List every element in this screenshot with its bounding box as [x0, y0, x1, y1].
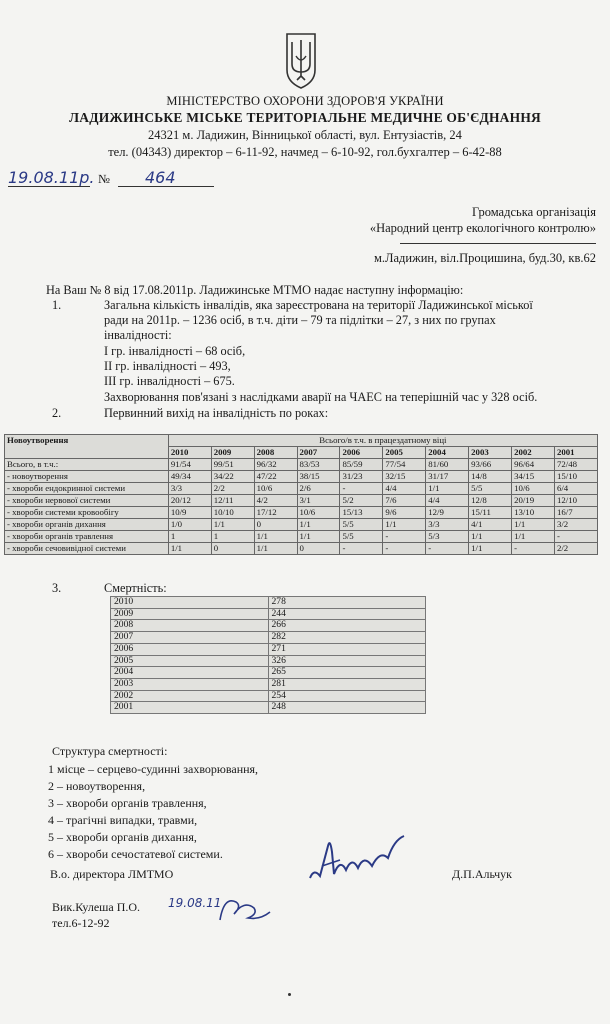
- table-cell: 83/53: [297, 459, 340, 471]
- table-cell: 5/2: [340, 495, 383, 507]
- table-cell: 7/6: [383, 495, 426, 507]
- mortality-year: 2009: [111, 608, 269, 620]
- mortality-year: 2002: [111, 690, 269, 702]
- mortality-year: 2010: [111, 597, 269, 609]
- table-cell: -: [383, 543, 426, 555]
- org-phones: тел. (04343) директор – 6-11-92, начмед – 6-10-92, гол.бухгалтер – 6-42-88: [108, 145, 502, 159]
- table-cell: 1/1: [297, 531, 340, 543]
- mortality-year: 2003: [111, 678, 269, 690]
- table-cell: 31/17: [426, 471, 469, 483]
- mortality-year: 2007: [111, 632, 269, 644]
- mortality-row: [111, 620, 426, 632]
- table-cell: 38/15: [297, 471, 340, 483]
- table-cell: 96/64: [512, 459, 555, 471]
- mortality-table: [110, 596, 426, 714]
- structure-item: 3 – хвороби органів травлення,: [48, 796, 207, 810]
- table-cell: 4/2: [254, 495, 297, 507]
- table-cell: 1/1: [512, 519, 555, 531]
- signature-role: В.о. директора ЛМТМО: [50, 867, 174, 881]
- table-cell: 10/6: [254, 483, 297, 495]
- mortality-row: [111, 597, 426, 609]
- mortality-row: [111, 678, 426, 690]
- table-cell: 4/4: [426, 495, 469, 507]
- table-cell: 5/5: [469, 483, 512, 495]
- table-cell: 5/5: [340, 519, 383, 531]
- table-cell: 1/1: [254, 543, 297, 555]
- table-cell: 20/12: [168, 495, 211, 507]
- outgoing-number: 464: [145, 168, 176, 187]
- table-cell: 85/59: [340, 459, 383, 471]
- table-cell: -: [340, 483, 383, 495]
- table-cell: 15/11: [469, 507, 512, 519]
- year-header: 2007: [297, 447, 340, 459]
- item-3-title: Смертність:: [104, 581, 167, 595]
- row-label: Всього, в т.ч.:: [5, 459, 169, 471]
- item-2-title: Первинний вихід на інвалідність по роках:: [104, 406, 329, 420]
- year-header: 2005: [383, 447, 426, 459]
- table-cell: 1/1: [469, 543, 512, 555]
- mortality-row: [111, 632, 426, 644]
- structure-item: 1 місце – серцево-судинні захворювання,: [48, 762, 259, 776]
- row-label: - хвороби органів дихання: [5, 519, 169, 531]
- table-cell: 9/6: [383, 507, 426, 519]
- table-cell: 2/2: [211, 483, 254, 495]
- structure-item: 5 – хвороби органів дихання,: [48, 830, 197, 844]
- table-cell: 17/12: [254, 507, 297, 519]
- year-header: 2003: [469, 447, 512, 459]
- outgoing-date-value: 19.08.11р.: [8, 168, 95, 187]
- structure-item: 4 – трагічні випадки, травми,: [48, 813, 198, 827]
- table-cell: 3/3: [426, 519, 469, 531]
- table-cell: -: [383, 531, 426, 543]
- outgoing-date: [8, 168, 95, 188]
- table-cell: 2/2: [554, 543, 597, 555]
- mortality-value: 278: [268, 597, 426, 609]
- table-cell: 0: [297, 543, 340, 555]
- mortality-value: 281: [268, 678, 426, 690]
- mortality-row: [111, 702, 426, 714]
- organization-name: ЛАДИЖИНСЬКЕ МІСЬКЕ ТЕРИТОРІАЛЬНЕ МЕДИЧНЕ ОБ'ЄДНАННЯ: [69, 110, 541, 125]
- table-cell: 0: [211, 543, 254, 555]
- table-cell: 1/1: [254, 531, 297, 543]
- disability-table: [4, 434, 598, 555]
- table-cell: -: [554, 531, 597, 543]
- table-cell: 3/3: [168, 483, 211, 495]
- table-row: [5, 531, 598, 543]
- chernobyl-note: Захворювання пов'язані з наслідками аварії на ЧАЕС на теперішній час у 328 осіб.: [104, 390, 538, 404]
- table-cell: 10/10: [211, 507, 254, 519]
- table-header-row: [5, 435, 598, 447]
- row-label: - хвороби нервової системи: [5, 495, 169, 507]
- item-2-number: 2.: [52, 406, 62, 420]
- mortality-value: 266: [268, 620, 426, 632]
- executor-phone: тел.6-12-92: [52, 916, 110, 930]
- year-header: 2009: [211, 447, 254, 459]
- row-label: - хвороби органів травлення: [5, 531, 169, 543]
- recipient-line-3: м.Ладижин, віл.Процишина, буд.30, кв.62: [373, 251, 596, 265]
- executor-name: Вик.Кулеша П.О.: [52, 900, 141, 914]
- table-cell: 14/8: [469, 471, 512, 483]
- item-1-line-3: інвалідності:: [104, 328, 172, 342]
- table-cell: 1/0: [168, 519, 211, 531]
- row-label: - новоутворення: [5, 471, 169, 483]
- table-cell: 72/48: [554, 459, 597, 471]
- table-cell: 12/8: [469, 495, 512, 507]
- table-cell: 1/1: [168, 543, 211, 555]
- row-label: - хвороби ендокринної системи: [5, 483, 169, 495]
- table-row: [5, 471, 598, 483]
- mortality-year: 2005: [111, 655, 269, 667]
- year-header: 2010: [168, 447, 211, 459]
- table-row: [5, 495, 598, 507]
- table-cell: 32/15: [383, 471, 426, 483]
- year-header: 2004: [426, 447, 469, 459]
- item-3-number: 3.: [52, 581, 62, 595]
- table-cell: 49/34: [168, 471, 211, 483]
- table-cell: 47/22: [254, 471, 297, 483]
- recipient-underline: [400, 243, 596, 244]
- year-header: 2002: [512, 447, 555, 459]
- mortality-row: [111, 667, 426, 679]
- table-cell: 20/19: [512, 495, 555, 507]
- table-cell: 1/1: [512, 531, 555, 543]
- table-row: [5, 519, 598, 531]
- number-label: №: [98, 172, 110, 186]
- group-1-count: І гр. інвалідності – 68 осіб,: [104, 344, 246, 358]
- table-cell: 16/7: [554, 507, 597, 519]
- table-cell: 6/4: [554, 483, 597, 495]
- table-cell: -: [340, 543, 383, 555]
- table-cell: -: [512, 543, 555, 555]
- table-row: [5, 483, 598, 495]
- table-cell: 15/10: [554, 471, 597, 483]
- table-row: [5, 507, 598, 519]
- structure-item: 6 – хвороби сечостатевої системи.: [48, 847, 223, 861]
- table-cell: 12/10: [554, 495, 597, 507]
- table-cell: 1: [211, 531, 254, 543]
- executor-date-mark: 19.08.11: [168, 896, 222, 910]
- table-cell: 13/10: [512, 507, 555, 519]
- table-cell: 99/51: [211, 459, 254, 471]
- table-cell: 1/1: [383, 519, 426, 531]
- item-1-line-1: Загальна кількість інвалідів, яка зареєстрована на території Ладижинської міської: [104, 298, 533, 312]
- row-label: - хвороби системи кровообігу: [5, 507, 169, 519]
- table-cell: 10/6: [512, 483, 555, 495]
- mortality-value: 265: [268, 667, 426, 679]
- table-cell: 15/13: [340, 507, 383, 519]
- item-1-line-2: ради на 2011р. – 1236 осіб, в т.ч. діти – 79 та підлітки – 27, з них по групах: [104, 313, 496, 327]
- table-cell: 1/1: [426, 483, 469, 495]
- table-cell: 12/11: [211, 495, 254, 507]
- trident-emblem-icon: [283, 30, 319, 90]
- group-3-count: ІІІ гр. інвалідності – 675.: [104, 374, 235, 388]
- item-1-number: 1.: [52, 298, 62, 312]
- recipient-line-1: Громадська організація: [472, 205, 596, 219]
- table-cell: 1/1: [469, 531, 512, 543]
- mortality-row: [111, 643, 426, 655]
- group-2-count: ІІ гр. інвалідності – 493,: [104, 359, 231, 373]
- table-cell: 96/32: [254, 459, 297, 471]
- director-signature: [300, 828, 420, 890]
- table-cell: 2/6: [297, 483, 340, 495]
- table-group-header: Всього/в т.ч. в працездатному віці: [168, 435, 597, 447]
- table-cell: 5/5: [340, 531, 383, 543]
- table-cell: 34/15: [512, 471, 555, 483]
- mortality-value: 271: [268, 643, 426, 655]
- table-cell: 10/6: [297, 507, 340, 519]
- table-cell: 31/23: [340, 471, 383, 483]
- table-cell: 1/1: [297, 519, 340, 531]
- org-address: 24321 м. Ладижин, Вінницької області, вул. Ентузіастів, 24: [148, 128, 462, 142]
- mortality-year: 2006: [111, 643, 269, 655]
- table-cell: -: [426, 543, 469, 555]
- table-cell: 10/9: [168, 507, 211, 519]
- recipient-line-2: «Народний центр екологічного контролю»: [369, 221, 596, 235]
- page-dot: [288, 993, 291, 996]
- year-header: 2006: [340, 447, 383, 459]
- row-label: - хвороби сечовивідної системи: [5, 543, 169, 555]
- table-row: [5, 459, 598, 471]
- table-cell: 34/22: [211, 471, 254, 483]
- mortality-year: 2001: [111, 702, 269, 714]
- table-cell: 81/60: [426, 459, 469, 471]
- mortality-year: 2008: [111, 620, 269, 632]
- mortality-year: 2004: [111, 667, 269, 679]
- table-cell: 3/1: [297, 495, 340, 507]
- mortality-row: [111, 690, 426, 702]
- table-cell: 3/2: [554, 519, 597, 531]
- structure-item: 2 – новоутворення,: [48, 779, 146, 793]
- table-cell: 4/4: [383, 483, 426, 495]
- intro-text: На Ваш № 8 від 17.08.2011р. Ладижинське МТМО надає наступну інформацію:: [46, 283, 464, 297]
- mortality-value: 248: [268, 702, 426, 714]
- year-header: 2001: [554, 447, 597, 459]
- date-underline: [8, 186, 90, 187]
- signature-name: Д.П.Альчук: [452, 867, 512, 881]
- number-underline: [118, 186, 214, 187]
- mortality-value: 282: [268, 632, 426, 644]
- table-cell: 1: [168, 531, 211, 543]
- mortality-row: [111, 655, 426, 667]
- table-cell: 77/54: [383, 459, 426, 471]
- table-cell: 4/1: [469, 519, 512, 531]
- structure-list: [48, 761, 258, 863]
- table-cell: 93/66: [469, 459, 512, 471]
- mortality-value: 254: [268, 690, 426, 702]
- mortality-value: 244: [268, 608, 426, 620]
- table-cell: 5/3: [426, 531, 469, 543]
- table-cell: 1/1: [211, 519, 254, 531]
- table-corner-header: Новоутворення: [5, 435, 169, 459]
- table-row: [5, 543, 598, 555]
- ministry-name: МІНІСТЕРСТВО ОХОРОНИ ЗДОРОВ'Я УКРАЇНИ: [166, 94, 444, 108]
- table-cell: 0: [254, 519, 297, 531]
- structure-title: Структура смертності:: [52, 744, 168, 758]
- table-cell: 12/9: [426, 507, 469, 519]
- year-header: 2008: [254, 447, 297, 459]
- table-cell: 91/54: [168, 459, 211, 471]
- mortality-row: [111, 608, 426, 620]
- mortality-value: 326: [268, 655, 426, 667]
- executor-initials: [214, 892, 274, 926]
